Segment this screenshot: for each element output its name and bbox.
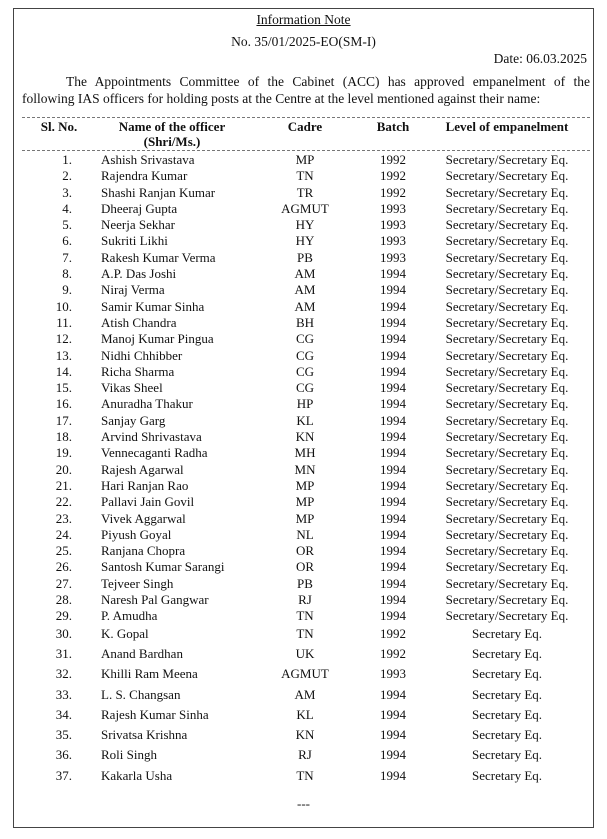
batch: 1994 bbox=[380, 686, 406, 702]
serial-number: 2. bbox=[62, 168, 72, 184]
empanelment-level: Secretary/Secretary Eq. bbox=[445, 249, 569, 265]
batch: 1994 bbox=[380, 767, 406, 783]
table-row bbox=[0, 250, 607, 266]
serial-number: 22. bbox=[55, 494, 72, 510]
table-row bbox=[0, 559, 607, 575]
empanelment-level: Secretary/Secretary Eq. bbox=[445, 445, 569, 461]
empanelment-level: Secretary Eq. bbox=[471, 666, 543, 682]
table-row bbox=[0, 625, 607, 645]
officer-name: Anand Bardhan bbox=[101, 645, 183, 661]
empanelment-level: Secretary Eq. bbox=[471, 706, 543, 722]
cadre: PB bbox=[297, 249, 313, 265]
serial-number: 11. bbox=[56, 314, 72, 330]
officer-name: Rakesh Kumar Verma bbox=[101, 249, 216, 265]
batch: 1994 bbox=[380, 266, 406, 282]
batch: 1994 bbox=[380, 477, 406, 493]
serial-number: 5. bbox=[62, 217, 72, 233]
officer-name: Samir Kumar Sinha bbox=[101, 298, 205, 314]
batch: 1994 bbox=[380, 445, 406, 461]
empanelment-level: Secretary/Secretary Eq. bbox=[445, 592, 569, 608]
officer-name: Richa Sharma bbox=[101, 363, 175, 379]
officer-name: Sanjay Garg bbox=[101, 412, 166, 428]
empanelment-level: Secretary Eq. bbox=[471, 747, 543, 763]
cadre: MP bbox=[295, 494, 315, 510]
empanelment-level: Secretary/Secretary Eq. bbox=[445, 282, 569, 298]
officer-name: Manoj Kumar Pingua bbox=[101, 331, 214, 347]
serial-number: 3. bbox=[62, 184, 72, 200]
batch: 1994 bbox=[380, 347, 406, 363]
cadre: TN bbox=[296, 625, 314, 641]
officer-name: Hari Ranjan Rao bbox=[101, 477, 189, 493]
cadre: TN bbox=[296, 767, 314, 783]
serial-number: 37. bbox=[55, 767, 72, 783]
table-row bbox=[0, 185, 607, 201]
batch: 1992 bbox=[380, 645, 406, 661]
batch: 1994 bbox=[380, 559, 406, 575]
officer-name: Dheeraj Gupta bbox=[101, 200, 178, 216]
table-row bbox=[0, 592, 607, 608]
officer-name: Srivatsa Krishna bbox=[101, 727, 188, 743]
cadre: TR bbox=[296, 184, 314, 200]
cadre: TN bbox=[296, 608, 314, 624]
table-row bbox=[0, 168, 607, 184]
batch: 1993 bbox=[380, 666, 406, 682]
cadre: KL bbox=[296, 412, 314, 428]
serial-number: 25. bbox=[55, 543, 72, 559]
intro-text: The Appointments Committee of the Cabinet (ACC) has approved empanelment of the following IAS officers for holding posts at the Centre at the level mentioned against their name: bbox=[22, 74, 590, 106]
header-cadre: Cadre bbox=[287, 119, 323, 134]
officer-name: Neerja Sekhar bbox=[101, 217, 175, 233]
officer-name: A.P. Das Joshi bbox=[101, 266, 177, 282]
table-row bbox=[0, 478, 607, 494]
serial-number: 9. bbox=[62, 282, 72, 298]
empanelment-level: Secretary/Secretary Eq. bbox=[445, 168, 569, 184]
cadre: CG bbox=[295, 331, 315, 347]
serial-number: 34. bbox=[55, 706, 72, 722]
serial-number: 18. bbox=[55, 429, 72, 445]
empanelment-level: Secretary/Secretary Eq. bbox=[445, 184, 569, 200]
officer-name: Tejveer Singh bbox=[101, 575, 174, 591]
officer-name: Vivek Aggarwal bbox=[101, 510, 186, 526]
serial-number: 26. bbox=[55, 559, 72, 575]
cadre: KN bbox=[295, 429, 315, 445]
cadre: AGMUT bbox=[281, 200, 329, 216]
table-top-rule bbox=[22, 117, 590, 118]
batch: 1994 bbox=[380, 592, 406, 608]
header-level: Level of empanelment bbox=[445, 119, 569, 134]
table-row bbox=[0, 201, 607, 217]
empanelment-level: Secretary/Secretary Eq. bbox=[445, 380, 569, 396]
batch: 1993 bbox=[380, 200, 406, 216]
empanelment-level: Secretary/Secretary Eq. bbox=[445, 347, 569, 363]
serial-number: 17. bbox=[55, 412, 72, 428]
cadre: MH bbox=[294, 445, 316, 461]
table-header-rule bbox=[22, 150, 590, 151]
table-row bbox=[0, 282, 607, 298]
cadre: CG bbox=[295, 380, 315, 396]
serial-number: 28. bbox=[55, 592, 72, 608]
batch: 1994 bbox=[380, 543, 406, 559]
header-officer-name-sub: (Shri/Ms.) bbox=[143, 134, 201, 149]
empanelment-level: Secretary/Secretary Eq. bbox=[445, 429, 569, 445]
table-row bbox=[0, 726, 607, 746]
table-row bbox=[0, 767, 607, 787]
cadre: OR bbox=[295, 559, 315, 575]
batch: 1994 bbox=[380, 282, 406, 298]
officer-name: Arvind Shrivastava bbox=[101, 429, 202, 445]
officer-name: Vennecaganti Radha bbox=[101, 445, 208, 461]
serial-number: 16. bbox=[55, 396, 72, 412]
officer-name: Rajesh Agarwal bbox=[101, 461, 184, 477]
officer-table-body bbox=[0, 152, 607, 787]
table-row bbox=[0, 364, 607, 380]
batch: 1994 bbox=[380, 526, 406, 542]
table-row bbox=[0, 706, 607, 726]
table-row bbox=[0, 152, 607, 168]
serial-number: 31. bbox=[55, 645, 72, 661]
serial-number: 32. bbox=[55, 666, 72, 682]
table-row bbox=[0, 233, 607, 249]
officer-name: Ranjana Chopra bbox=[101, 543, 186, 559]
serial-number: 19. bbox=[55, 445, 72, 461]
batch: 1994 bbox=[380, 494, 406, 510]
table-row bbox=[0, 608, 607, 624]
table-row bbox=[0, 645, 607, 665]
serial-number: 36. bbox=[55, 747, 72, 763]
empanelment-level: Secretary/Secretary Eq. bbox=[445, 217, 569, 233]
officer-name: Shashi Ranjan Kumar bbox=[101, 184, 216, 200]
cadre: RJ bbox=[298, 747, 312, 763]
table-row bbox=[0, 494, 607, 510]
empanelment-level: Secretary/Secretary Eq. bbox=[445, 494, 569, 510]
officer-name: Roli Singh bbox=[101, 747, 157, 763]
cadre: AM bbox=[294, 266, 316, 282]
cadre: RJ bbox=[298, 592, 312, 608]
batch: 1994 bbox=[380, 510, 406, 526]
officer-name: Niraj Verma bbox=[101, 282, 165, 298]
batch: 1992 bbox=[380, 184, 406, 200]
serial-number: 20. bbox=[55, 461, 72, 477]
serial-number: 8. bbox=[62, 266, 72, 282]
table-row bbox=[0, 686, 607, 706]
header-sl-no: Sl. No. bbox=[40, 119, 78, 134]
cadre: TN bbox=[296, 168, 314, 184]
header-officer-name bbox=[98, 119, 246, 149]
cadre: KL bbox=[296, 706, 314, 722]
empanelment-level: Secretary/Secretary Eq. bbox=[445, 608, 569, 624]
officer-name: Kakarla Usha bbox=[101, 767, 173, 783]
batch: 1994 bbox=[380, 331, 406, 347]
empanelment-level: Secretary/Secretary Eq. bbox=[445, 526, 569, 542]
batch: 1994 bbox=[380, 314, 406, 330]
batch: 1994 bbox=[380, 461, 406, 477]
serial-number: 27. bbox=[55, 575, 72, 591]
table-row bbox=[0, 299, 607, 315]
officer-name: P. Amudha bbox=[101, 608, 158, 624]
officer-name: Nidhi Chhibber bbox=[101, 347, 183, 363]
empanelment-level: Secretary/Secretary Eq. bbox=[445, 461, 569, 477]
batch: 1993 bbox=[380, 233, 406, 249]
note-title: Information Note bbox=[256, 12, 351, 27]
batch: 1992 bbox=[380, 625, 406, 641]
cadre: PB bbox=[297, 575, 313, 591]
empanelment-level: Secretary/Secretary Eq. bbox=[445, 510, 569, 526]
officer-name: Vikas Sheel bbox=[101, 380, 163, 396]
intro-paragraph bbox=[22, 73, 590, 107]
cadre: CG bbox=[295, 347, 315, 363]
officer-name: Khilli Ram Meena bbox=[101, 666, 198, 682]
officer-name: K. Gopal bbox=[101, 625, 149, 641]
serial-number: 7. bbox=[62, 249, 72, 265]
batch: 1994 bbox=[380, 429, 406, 445]
batch: 1994 bbox=[380, 380, 406, 396]
serial-number: 12. bbox=[55, 331, 72, 347]
empanelment-level: Secretary/Secretary Eq. bbox=[445, 298, 569, 314]
cadre: UK bbox=[295, 645, 315, 661]
serial-number: 1. bbox=[62, 152, 72, 167]
header-officer-name-label: Name of the officer bbox=[118, 119, 226, 134]
officer-name: Santosh Kumar Sarangi bbox=[101, 559, 225, 575]
officer-name: Naresh Pal Gangwar bbox=[101, 592, 209, 608]
cadre: AM bbox=[294, 282, 316, 298]
empanelment-level: Secretary/Secretary Eq. bbox=[445, 543, 569, 559]
batch: 1993 bbox=[380, 249, 406, 265]
officer-name: Ashish Srivastava bbox=[101, 152, 195, 167]
empanelment-level: Secretary/Secretary Eq. bbox=[445, 233, 569, 249]
serial-number: 6. bbox=[62, 233, 72, 249]
table-row bbox=[0, 348, 607, 364]
batch: 1994 bbox=[380, 608, 406, 624]
serial-number: 15. bbox=[55, 380, 72, 396]
table-row bbox=[0, 217, 607, 233]
officer-name: Rajendra Kumar bbox=[101, 168, 188, 184]
empanelment-level: Secretary Eq. bbox=[471, 727, 543, 743]
note-reference-number: No. 35/01/2025-EO(SM-I) bbox=[231, 34, 376, 49]
empanelment-level: Secretary/Secretary Eq. bbox=[445, 559, 569, 575]
batch: 1994 bbox=[380, 298, 406, 314]
cadre: AM bbox=[294, 686, 316, 702]
serial-number: 10. bbox=[55, 298, 72, 314]
serial-number: 24. bbox=[55, 526, 72, 542]
table-row bbox=[0, 665, 607, 685]
serial-number: 30. bbox=[55, 625, 72, 641]
cadre: MP bbox=[295, 152, 315, 167]
cadre: BH bbox=[295, 314, 315, 330]
empanelment-level: Secretary/Secretary Eq. bbox=[445, 331, 569, 347]
batch: 1994 bbox=[380, 727, 406, 743]
header-batch: Batch bbox=[376, 119, 410, 134]
serial-number: 33. bbox=[55, 686, 72, 702]
cadre: MP bbox=[295, 477, 315, 493]
cadre: MP bbox=[295, 510, 315, 526]
note-date: Date: 06.03.2025 bbox=[493, 51, 587, 66]
serial-number: 35. bbox=[55, 727, 72, 743]
table-row bbox=[0, 266, 607, 282]
cadre: AGMUT bbox=[281, 666, 329, 682]
table-row bbox=[0, 380, 607, 396]
batch: 1992 bbox=[380, 152, 406, 167]
officer-name: Sukriti Likhi bbox=[101, 233, 168, 249]
empanelment-level: Secretary Eq. bbox=[471, 625, 543, 641]
empanelment-level: Secretary/Secretary Eq. bbox=[445, 363, 569, 379]
cadre: AM bbox=[294, 298, 316, 314]
batch: 1992 bbox=[380, 168, 406, 184]
officer-name: Atish Chandra bbox=[101, 314, 177, 330]
empanelment-level: Secretary/Secretary Eq. bbox=[445, 314, 569, 330]
empanelment-level: Secretary/Secretary Eq. bbox=[445, 477, 569, 493]
cadre: NL bbox=[296, 526, 314, 542]
officer-name: Piyush Goyal bbox=[101, 526, 172, 542]
serial-number: 23. bbox=[55, 510, 72, 526]
batch: 1994 bbox=[380, 575, 406, 591]
table-row bbox=[0, 445, 607, 461]
table-row bbox=[0, 576, 607, 592]
batch: 1994 bbox=[380, 396, 406, 412]
table-row bbox=[0, 396, 607, 412]
table-row bbox=[0, 511, 607, 527]
batch: 1993 bbox=[380, 217, 406, 233]
serial-number: 14. bbox=[55, 363, 72, 379]
empanelment-level: Secretary/Secretary Eq. bbox=[445, 575, 569, 591]
empanelment-level: Secretary Eq. bbox=[471, 645, 543, 661]
serial-number: 4. bbox=[62, 200, 72, 216]
table-row bbox=[0, 429, 607, 445]
officer-name: Pallavi Jain Govil bbox=[101, 494, 195, 510]
cadre: CG bbox=[295, 363, 315, 379]
cadre: OR bbox=[295, 543, 315, 559]
cadre: KN bbox=[295, 727, 315, 743]
empanelment-level: Secretary/Secretary Eq. bbox=[445, 266, 569, 282]
cadre: HP bbox=[296, 396, 314, 412]
batch: 1994 bbox=[380, 412, 406, 428]
officer-name: Anuradha Thakur bbox=[101, 396, 193, 412]
table-row bbox=[0, 527, 607, 543]
table-row bbox=[0, 746, 607, 766]
officer-name: L. S. Changsan bbox=[101, 686, 181, 702]
batch: 1994 bbox=[380, 706, 406, 722]
batch: 1994 bbox=[380, 747, 406, 763]
serial-number: 13. bbox=[55, 347, 72, 363]
empanelment-level: Secretary/Secretary Eq. bbox=[445, 152, 569, 167]
empanelment-level: Secretary/Secretary Eq. bbox=[445, 396, 569, 412]
officer-name: Rajesh Kumar Sinha bbox=[101, 706, 209, 722]
table-row bbox=[0, 543, 607, 559]
table-row bbox=[0, 462, 607, 478]
cadre: HY bbox=[295, 233, 315, 249]
empanelment-level: Secretary/Secretary Eq. bbox=[445, 200, 569, 216]
empanelment-level: Secretary Eq. bbox=[471, 686, 543, 702]
table-row bbox=[0, 331, 607, 347]
batch: 1994 bbox=[380, 363, 406, 379]
serial-number: 29. bbox=[55, 608, 72, 624]
serial-number: 21. bbox=[55, 477, 72, 493]
table-row bbox=[0, 413, 607, 429]
empanelment-level: Secretary Eq. bbox=[471, 767, 543, 783]
empanelment-level: Secretary/Secretary Eq. bbox=[445, 412, 569, 428]
table-row bbox=[0, 315, 607, 331]
cadre: MN bbox=[294, 461, 316, 477]
cadre: HY bbox=[295, 217, 315, 233]
end-mark: --- bbox=[297, 796, 310, 811]
